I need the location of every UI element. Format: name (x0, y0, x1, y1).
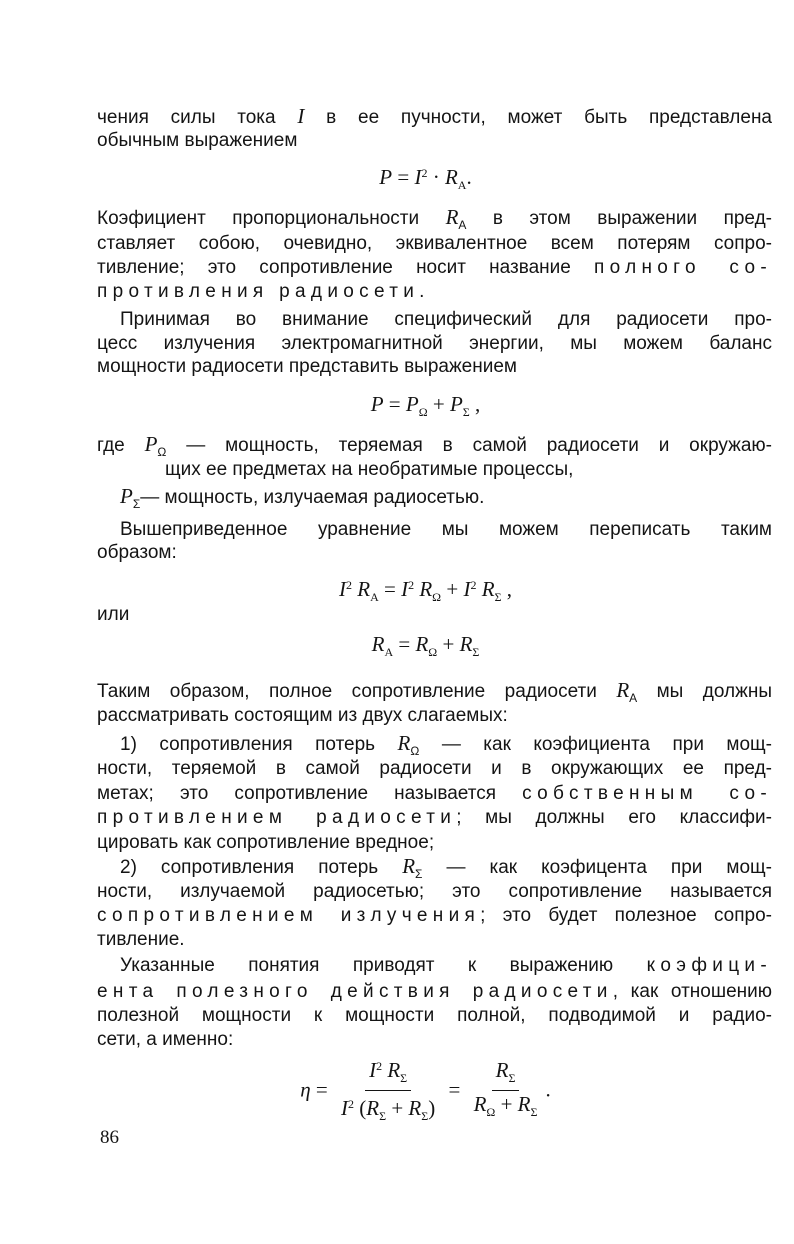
text: = (383, 392, 406, 416)
math-symbol: R (415, 632, 429, 656)
subscript: Ω (428, 645, 438, 659)
text-line (97, 205, 772, 232)
math-symbol: R (473, 1092, 487, 1116)
text: , (469, 392, 481, 416)
text-line (97, 129, 772, 153)
text-line (97, 880, 772, 904)
math-symbol: R (495, 1058, 509, 1082)
text-line (97, 355, 772, 379)
subscript: Σ (415, 867, 423, 881)
text: ставляет собою, очевидно, эквивалентное всем потерям сопро- (97, 233, 772, 254)
text: + (495, 1092, 518, 1116)
text: ) (428, 1096, 436, 1120)
superscript: 2 (408, 578, 415, 592)
text-line (97, 678, 772, 705)
fraction-denominator (470, 1091, 542, 1125)
subscript: Σ (462, 405, 470, 419)
subscript: Σ (508, 1071, 516, 1085)
math-symbol: R (408, 1096, 422, 1120)
text: полезной мощности к мощности полной, подводимой и радио- (97, 1005, 772, 1026)
text: где (97, 435, 145, 456)
text-line (97, 104, 772, 128)
text: . (545, 1077, 551, 1102)
text-line (97, 782, 772, 806)
spaced-emphasis: коэфици- (646, 955, 772, 976)
math-symbol: P (405, 392, 419, 416)
text: метах; это сопротивление называется (97, 783, 523, 804)
text-line (97, 831, 772, 855)
fraction-numerator (492, 1058, 520, 1091)
text: Указанные понятия приводят к выражению (120, 955, 647, 976)
formula (97, 632, 754, 659)
text: ности, излучаемой радиосетью; это сопротивление называется (97, 881, 772, 902)
text: цировать как сопротивление вредное; (97, 832, 435, 853)
text: — мощность, излучаемая радиосетью. (140, 487, 485, 508)
spaced-emphasis: ента полезного действия радиосети (97, 981, 613, 1002)
subscript: A (384, 645, 394, 659)
math-symbol: R (419, 577, 433, 601)
text: чения силы тока (97, 107, 298, 128)
text-line (97, 1028, 772, 1052)
text-line (97, 904, 772, 928)
spaced-emphasis: полного со- (594, 257, 772, 278)
superscript: 2 (346, 578, 352, 592)
fraction (337, 1054, 439, 1129)
text: Таким образом, полное сопротивление радиосети (97, 681, 617, 702)
text: . (466, 165, 472, 189)
superscript: 2 (376, 1059, 383, 1073)
text: + (441, 577, 464, 601)
text: в этом выражении пред- (466, 208, 772, 229)
formula (97, 1054, 754, 1123)
text: обычным выражением (97, 130, 298, 151)
text: Принимая во внимание специфический для радиосети про- (120, 309, 772, 330)
text: , (501, 577, 512, 601)
math-symbol: R (517, 1092, 531, 1116)
math-symbol: R (371, 632, 385, 656)
text-line (120, 308, 772, 332)
subscript: Ω (418, 405, 428, 419)
math-symbol: R (444, 165, 458, 189)
math-symbol: I (463, 577, 471, 601)
math-symbol: R (459, 632, 473, 656)
subscript: Σ (132, 497, 141, 511)
superscript: 2 (348, 1097, 355, 1111)
text-line (97, 704, 772, 728)
text: + (427, 392, 450, 416)
math-symbol: P (144, 432, 158, 456)
math-symbol: P (120, 484, 133, 508)
text: мощности радиосети представить выражением (97, 356, 517, 377)
subscript: Σ (379, 1109, 387, 1123)
text: — как коэфицента при мощ- (422, 857, 772, 878)
math-symbol: R (445, 205, 459, 229)
formula (97, 161, 754, 192)
text-line (97, 1004, 772, 1028)
fraction (470, 1058, 542, 1125)
text: ; это будет полезное сопро- (480, 905, 772, 926)
subscript: Σ (472, 645, 480, 659)
subscript: A (370, 590, 379, 604)
text-line (97, 757, 772, 781)
math-symbol: R (366, 1096, 380, 1120)
math-symbol: I (414, 165, 422, 189)
text-line (97, 432, 772, 459)
spaced-emphasis: противления радиосети. (97, 281, 430, 302)
text: = (393, 632, 416, 656)
text-line (97, 603, 772, 627)
text: сети, а именно: (97, 1029, 234, 1050)
text: в ее пучности, может быть представлена (304, 107, 773, 128)
text-line (97, 280, 772, 304)
text: — мощность, теряемая в самой радиосети и окружаю- (166, 435, 772, 456)
text: · (427, 165, 445, 189)
subscript: Σ (400, 1071, 408, 1085)
formula (97, 392, 754, 419)
subscript: Σ (530, 1105, 538, 1119)
text-line (97, 980, 772, 1004)
math-symbol: R (357, 577, 371, 601)
math-symbol: η (300, 1077, 311, 1102)
text: = (378, 577, 402, 601)
text-line (97, 232, 772, 256)
subscript: Ω (157, 445, 167, 459)
page-number: 86 (100, 1127, 119, 1148)
text-line (97, 806, 772, 830)
text: + (386, 1096, 409, 1120)
subscript: A (629, 691, 638, 705)
text: образом: (97, 542, 177, 563)
math-symbol: P (370, 392, 384, 416)
math-symbol: R (616, 678, 630, 702)
text-line (120, 731, 772, 758)
text: рассматривать состоящим из двух слагаемых: (97, 705, 508, 726)
text: = (392, 165, 415, 189)
math-symbol: R (481, 577, 495, 601)
text: 1) сопротивления потерь (120, 734, 398, 755)
text-line (97, 332, 772, 356)
text: 2) сопротивления потерь (120, 857, 403, 878)
text: щих ее предметах на необратимые процессы, (165, 459, 574, 480)
text: или (97, 604, 130, 625)
math-symbol: P (449, 392, 463, 416)
text: = (443, 1077, 466, 1102)
spaced-emphasis: сопротивлением излучения (97, 905, 481, 926)
formula (97, 573, 754, 604)
text: Вышеприведенное уравнение мы можем переписать таким (120, 519, 772, 540)
text: = (310, 1077, 334, 1102)
spaced-emphasis: собственным со- (522, 783, 772, 804)
math-symbol: I (401, 577, 409, 601)
math-symbol: I (369, 1058, 377, 1082)
text: цесс излучения электромагнитной энергии, мы можем баланс (97, 333, 772, 354)
subscript: A (457, 178, 467, 192)
subscript: Ω (486, 1105, 496, 1119)
text: ности, теряемой в самой радиосети и в окружающих ее пред- (97, 758, 772, 779)
text-line (120, 518, 772, 542)
text-line (97, 256, 772, 280)
text-line (165, 458, 772, 482)
text: ( (354, 1096, 367, 1120)
text: тивление; это сопротивление носит название (97, 257, 594, 278)
text: тивление. (97, 929, 185, 950)
text: , как отношению (612, 981, 772, 1002)
text: ; мы должны его классифи- (456, 807, 772, 828)
subscript: Ω (432, 590, 442, 604)
math-symbol: I (339, 577, 346, 601)
superscript: 2 (470, 578, 477, 592)
text: Коэфициент пропорциональности (97, 208, 446, 229)
spaced-emphasis: противлением радиосети (97, 807, 457, 828)
fraction-numerator (365, 1054, 411, 1091)
math-symbol: P (379, 165, 393, 189)
superscript: 2 (421, 166, 428, 180)
text: + (437, 632, 460, 656)
math-symbol: I (297, 104, 305, 128)
fraction-denominator (337, 1091, 439, 1129)
text-line (120, 484, 772, 511)
text: мы должны (637, 681, 772, 702)
text: — как коэфициента при мощ- (419, 734, 772, 755)
subscript: A (458, 218, 467, 232)
text-line (120, 854, 772, 881)
math-symbol: R (397, 731, 411, 755)
text-line (120, 954, 772, 978)
math-symbol: R (402, 854, 416, 878)
subscript: Σ (494, 590, 502, 604)
subscript: Ω (410, 744, 420, 758)
math-symbol: I (341, 1096, 349, 1120)
math-symbol: R (387, 1058, 401, 1082)
text-line (97, 928, 772, 952)
subscript: Σ (421, 1109, 429, 1123)
text-line (97, 541, 772, 565)
